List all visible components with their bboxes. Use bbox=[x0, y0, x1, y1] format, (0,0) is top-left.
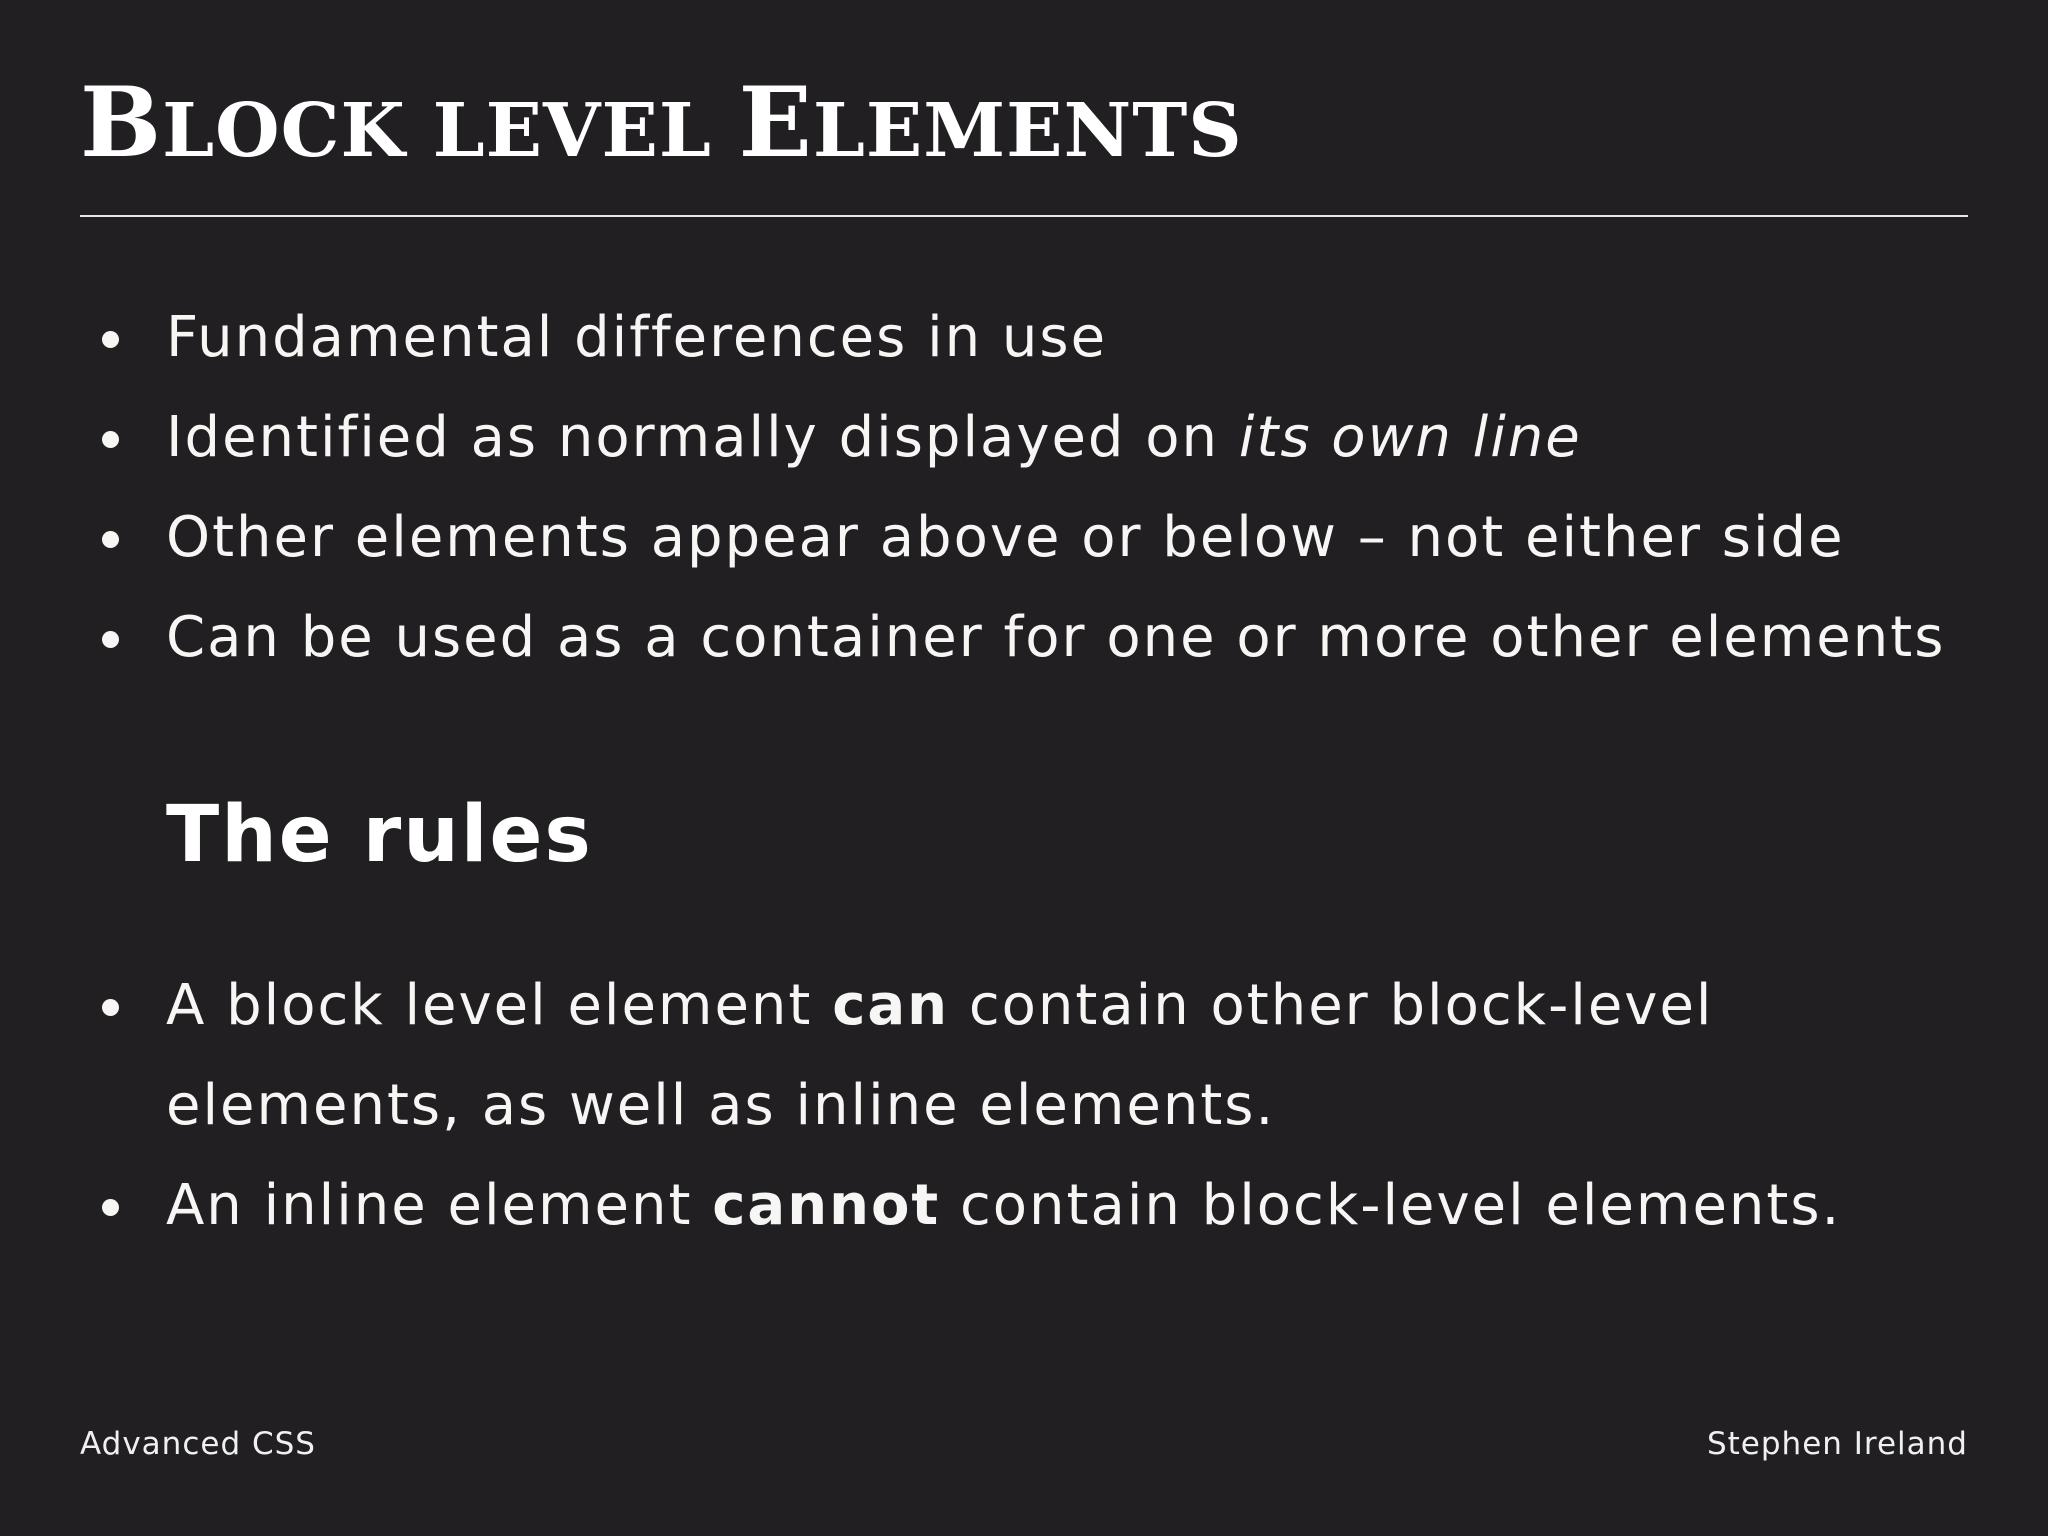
list-item bbox=[92, 388, 1992, 488]
bullet-text: contain block-level elements. bbox=[940, 1173, 1842, 1238]
intro-bullet-list bbox=[92, 288, 1992, 688]
title-part-one: LOCK LEVEL bbox=[162, 88, 739, 174]
bullet-text: Identified as normally displayed on bbox=[166, 405, 1239, 470]
bullet-emphasis: its own line bbox=[1238, 405, 1582, 470]
bullet-text: Can be used as a container for one or more other elements bbox=[166, 605, 1946, 670]
bullet-strong: can bbox=[832, 973, 950, 1038]
bullet-text: Other elements appear above or below – not either side bbox=[166, 505, 1845, 570]
bullet-dot-icon bbox=[102, 431, 119, 448]
footer-author: Stephen Ireland bbox=[1706, 1426, 1968, 1462]
bullet-dot-icon bbox=[102, 331, 119, 348]
bullet-text: A block level element bbox=[166, 973, 833, 1038]
title-initial-e: E bbox=[738, 66, 813, 179]
footer-course: Advanced CSS bbox=[80, 1426, 316, 1462]
bullet-text: An inline element bbox=[166, 1173, 713, 1238]
list-item bbox=[92, 288, 1992, 388]
bullet-text: contain other block-level elements, as well as inline elements. bbox=[166, 973, 1714, 1138]
bullet-text: Fundamental differences in use bbox=[166, 305, 1108, 370]
list-item bbox=[92, 1156, 1992, 1256]
title-initial-b: B bbox=[80, 66, 163, 179]
title-divider bbox=[80, 215, 1968, 217]
bullet-strong: cannot bbox=[712, 1173, 941, 1238]
list-item bbox=[92, 488, 1992, 588]
bullet-dot-icon bbox=[102, 531, 119, 548]
slide-title bbox=[80, 68, 1243, 186]
bullet-dot-icon bbox=[102, 631, 119, 648]
rules-heading: The rules bbox=[166, 790, 593, 880]
title-part-two: LEMENTS bbox=[812, 88, 1243, 174]
bullet-dot-icon bbox=[102, 999, 119, 1016]
rules-bullet-list bbox=[92, 956, 1992, 1256]
bullet-dot-icon bbox=[102, 1199, 119, 1216]
list-item bbox=[92, 588, 1992, 688]
list-item bbox=[92, 956, 1992, 1156]
